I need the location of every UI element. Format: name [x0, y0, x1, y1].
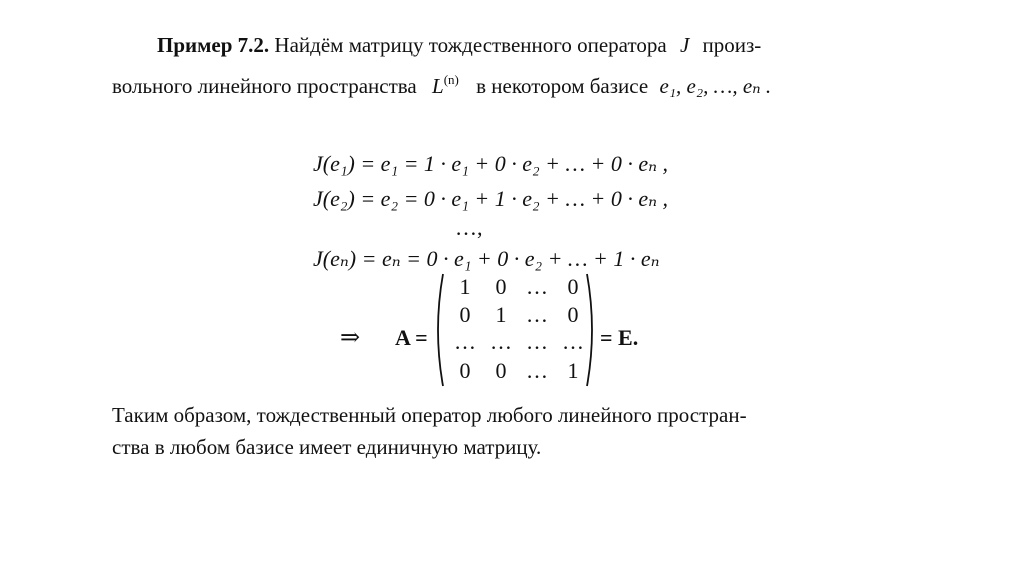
intro-line-2: [112, 74, 771, 98]
equation-row-1: J(e₁) = e₁ = 1 · e₁ + 0 · e₂ + … + 0 · eₙ ,: [313, 151, 669, 176]
matrix-cell: 0: [567, 302, 579, 327]
intro-hyphen-word: произ-: [702, 33, 762, 57]
matrix-left-paren: [431, 272, 445, 388]
intro-text-3: в некотором базисе: [476, 74, 649, 98]
intro-line-1: [157, 33, 761, 57]
matrix-cell: 0: [495, 274, 507, 299]
matrix-cell: 0: [567, 274, 579, 299]
matrix-rhs: = E.: [600, 325, 639, 350]
equation-row-3: …,: [455, 215, 483, 240]
matrix-cell: 0: [459, 302, 471, 327]
space-symbol: L: [432, 74, 444, 98]
equation-row-4: J(eₙ) = eₙ = 0 · e₁ + 0 · e₂ + … + 1 · eₙ: [313, 246, 660, 271]
matrix-cell: 1: [495, 302, 507, 327]
matrix-cell: 0: [495, 358, 507, 383]
matrix-cell: …: [526, 274, 548, 299]
matrix-cell: …: [526, 302, 548, 327]
matrix-lhs: A =: [395, 325, 428, 350]
space-symbol-group: [432, 74, 464, 98]
matrix-cell: …: [454, 329, 476, 354]
matrix-cell: …: [490, 329, 512, 354]
equation-row-2: J(e₂) = e₂ = 0 · e₁ + 1 · e₂ + … + 0 · eₙ ,: [313, 186, 669, 211]
conclusion-line-1: Таким образом, тождественный оператор любого линейного простран-: [112, 403, 747, 427]
matrix-cell: 1: [567, 358, 579, 383]
matrix-block: [431, 272, 599, 388]
matrix-cell: …: [526, 358, 548, 383]
operator-symbol: J: [679, 33, 690, 57]
intro-text-1: Найдём матрицу тождественного оператора: [274, 33, 667, 57]
example-title: Пример 7.2.: [157, 33, 270, 57]
space-superscript: (n): [443, 72, 459, 87]
matrix-right-paren: [585, 272, 599, 388]
matrix-cell: 1: [459, 274, 471, 299]
matrix-cell: …: [562, 329, 584, 354]
conclusion-line-2: ства в любом базисе имеет единичную матрицу.: [112, 435, 542, 459]
intro-text-2: вольного линейного пространства: [112, 74, 417, 98]
implies-arrow: ⇒: [340, 325, 361, 351]
matrix-cell: 0: [459, 358, 471, 383]
matrix-cell: …: [526, 329, 548, 354]
basis-list: e₁, e₂, …, eₙ .: [659, 74, 772, 98]
